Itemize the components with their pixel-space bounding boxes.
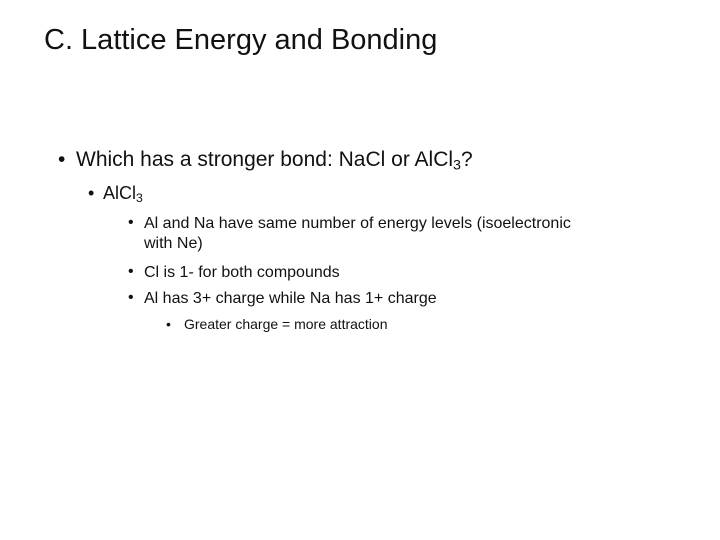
text-segment: Cl or Al xyxy=(365,148,434,171)
bullet-icon: • xyxy=(58,148,66,171)
bullet-icon: • xyxy=(166,316,171,332)
text-line: Al and Na have same number of energy levels (isoelectronic xyxy=(144,215,571,232)
text-segment: Al xyxy=(103,183,120,203)
subscript: 3 xyxy=(453,157,461,174)
bullet-icon: • xyxy=(128,214,134,231)
bullet-text xyxy=(76,148,473,172)
text-segment: Cl xyxy=(433,148,454,171)
bullet-text: Greater charge = more attraction xyxy=(184,316,388,332)
subscript: 3 xyxy=(136,191,143,206)
bullet-text: Cl is 1- for both compounds xyxy=(144,264,340,281)
bullet-icon: • xyxy=(88,183,95,203)
bullet-text xyxy=(144,214,571,254)
bullet-icon: • xyxy=(128,263,134,280)
text-segment: Which has a stronger bond: Na xyxy=(76,148,366,171)
text-segment: ? xyxy=(460,148,473,171)
text-line: with Ne) xyxy=(144,235,203,252)
text-segment: Cl xyxy=(119,183,137,203)
bullet-icon: • xyxy=(128,289,134,306)
slide-title: C. Lattice Energy and Bonding xyxy=(44,24,438,56)
bullet-text xyxy=(103,183,143,204)
bullet-text: Al has 3+ charge while Na has 1+ charge xyxy=(144,290,437,307)
